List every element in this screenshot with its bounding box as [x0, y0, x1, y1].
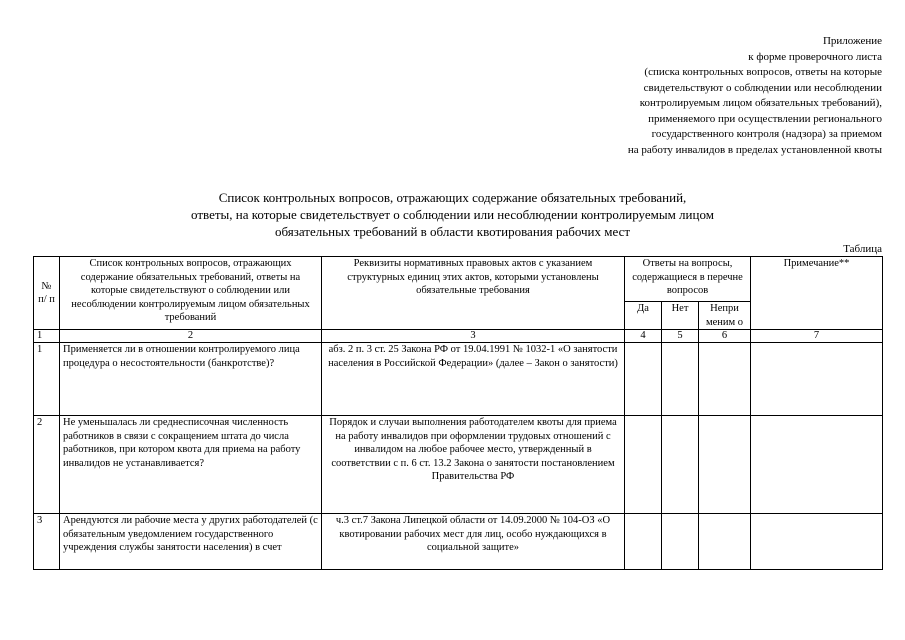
header-no: Нет — [662, 302, 699, 330]
appendix-line: государственного контроля (надзора) за приемом — [651, 128, 882, 140]
table-label: Таблица — [843, 243, 882, 255]
answer-no-cell[interactable] — [662, 514, 699, 570]
header-answers: Ответы на вопросы, содержащиеся в перечне вопросов — [625, 257, 751, 302]
index-cell: 6 — [699, 330, 751, 343]
index-cell: 5 — [662, 330, 699, 343]
row-question: Применяется ли в отношении контролируемого лица процедура о несостоятельности (банкротстве)? — [60, 343, 322, 416]
index-cell: 1 — [34, 330, 60, 343]
answer-na-cell[interactable] — [699, 514, 751, 570]
index-cell: 2 — [60, 330, 322, 343]
row-num: 3 — [34, 514, 60, 570]
note-cell[interactable] — [751, 343, 883, 416]
appendix-line: контролируемым лицом обязательных требований), — [639, 97, 882, 109]
row-num: 2 — [34, 416, 60, 514]
header-na: Непри меним о — [699, 302, 751, 330]
appendix-line: применяемого при осуществлении регионального — [648, 112, 882, 125]
row-question: Не уменьшалась ли среднесписочная численность работников в связи с сокращением штата до числа работников, при котором квота для приема на работу инвалидов не устанавливается? — [60, 416, 322, 514]
answer-yes-cell[interactable] — [625, 343, 662, 416]
appendix-line: к форме проверочного листа — [748, 50, 882, 63]
appendix-line: Приложение — [822, 35, 882, 47]
note-cell[interactable] — [751, 514, 883, 570]
appendix-line: (списка контрольных вопросов, ответы на которые — [644, 66, 882, 78]
title-line: ответы, на которые свидетельствует о соблюдении или несоблюдении контролируемым лицом — [191, 207, 714, 222]
answer-yes-cell[interactable] — [625, 514, 662, 570]
document-title — [0, 189, 905, 240]
appendix-line: свидетельствуют о соблюдении или несоблюдении — [643, 81, 882, 94]
answer-yes-cell[interactable] — [625, 416, 662, 514]
index-cell: 3 — [322, 330, 625, 343]
index-cell: 4 — [625, 330, 662, 343]
row-requisites: абз. 2 п. 3 ст. 25 Закона РФ от 19.04.1991 № 1032-1 «О занятости населения в Российской Федерации» (далее – Закон о занятости) — [322, 343, 625, 416]
table-row — [34, 514, 883, 570]
row-question: Арендуются ли рабочие места у других работодателей (с обязательным уведомлением государственного учреждения службы занятости населения) в счет — [60, 514, 322, 570]
appendix-header — [522, 34, 882, 158]
index-row — [34, 330, 883, 343]
appendix-line: на работу инвалидов в пределах установленной квоты — [627, 143, 882, 156]
row-requisites: ч.3 ст.7 Закона Липецкой области от 14.09.2000 № 104-ОЗ «О квотировании рабочих мест для лиц, особо нуждающихся в социальной защите» — [322, 514, 625, 570]
answer-na-cell[interactable] — [699, 343, 751, 416]
header-row — [34, 257, 883, 302]
header-yes: Да — [625, 302, 662, 330]
header-num: № п/ п — [34, 257, 60, 330]
header-note: Примечание** — [751, 257, 883, 330]
title-line: обязательных требований в области квотирования рабочих мест — [274, 224, 631, 239]
row-requisites: Порядок и случаи выполнения работодателем квоты для приема на работу инвалидов при оформлении трудовых отношений с инвалидом на любое рабочее место, утвержденный в соответствии с п. 6 ст. 13.2 Закона о занятости постановлением Правительства РФ — [322, 416, 625, 514]
answer-na-cell[interactable] — [699, 416, 751, 514]
row-num: 1 — [34, 343, 60, 416]
table-row — [34, 343, 883, 416]
answer-no-cell[interactable] — [662, 416, 699, 514]
index-cell: 7 — [751, 330, 883, 343]
answer-no-cell[interactable] — [662, 343, 699, 416]
note-cell[interactable] — [751, 416, 883, 514]
table-row — [34, 416, 883, 514]
title-line: Список контрольных вопросов, отражающих содержание обязательных требований, — [218, 190, 687, 205]
header-requisites: Реквизиты нормативных правовых актов с указанием структурных единиц этих актов, которыми установлены обязательные требования — [322, 257, 625, 330]
header-question: Список контрольных вопросов, отражающих содержание обязательных требований, ответы на которые свидетельствуют о соблюдении или несоблюдении контролируемым лицом обязательных требований — [60, 257, 322, 330]
checklist-table — [33, 256, 883, 570]
